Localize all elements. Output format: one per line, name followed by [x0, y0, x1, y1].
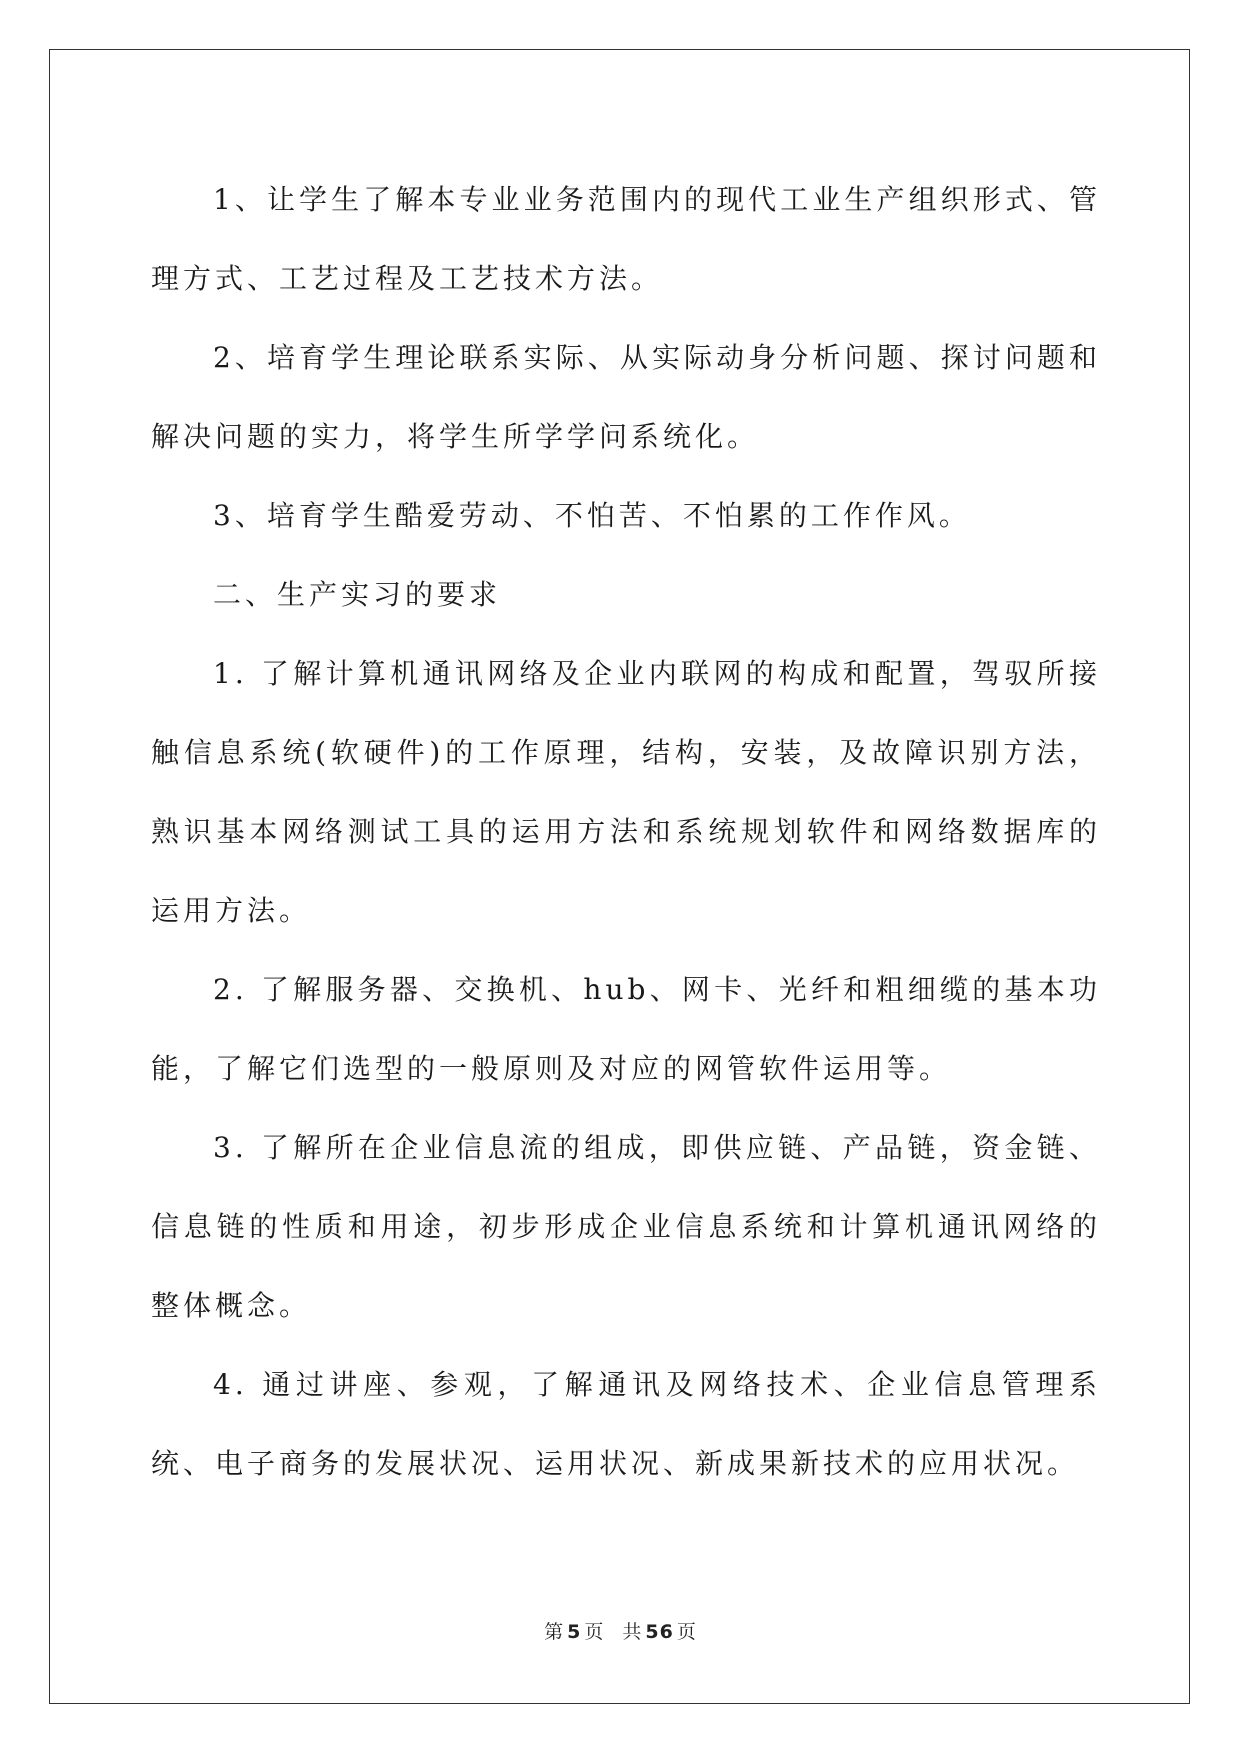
total-pages: 56	[645, 1621, 674, 1643]
total-suffix: 页	[676, 1621, 697, 1643]
page-number: 5	[567, 1621, 582, 1643]
page-footer	[0, 1617, 1241, 1644]
total-prefix: 共	[622, 1621, 643, 1643]
paragraph-requirement-4: 4. 通过讲座、参观，了解通讯及网络技术、企业信息管理系统、电子商务的发展状况、运用状况、新成果新技术的应用状况。	[151, 1368, 1101, 1480]
section-heading-requirements: 二、生产实习的要求	[213, 578, 502, 611]
paragraph-goal-1: 1、让学生了解本专业业务范围内的现代工业生产组织形式、管理方式、工艺过程及工艺技术方法。	[151, 183, 1101, 295]
paragraph-goal-3: 3、培育学生酷爱劳动、不怕苦、不怕累的工作作风。	[213, 499, 971, 532]
paragraph-requirement-2: 2. 了解服务器、交换机、hub、网卡、光纤和粗细缆的基本功能，了解它们选型的一般原则及对应的网管软件运用等。	[151, 973, 1101, 1085]
paragraph-requirement-3: 3. 了解所在企业信息流的组成，即供应链、产品链，资金链、信息链的性质和用途，初步形成企业信息系统和计算机通讯网络的整体概念。	[151, 1131, 1101, 1322]
paragraph-goal-2: 2、培育学生理论联系实际、从实际动身分析问题、探讨问题和解决问题的实力，将学生所学学问系统化。	[151, 341, 1101, 453]
document-body	[151, 160, 1101, 1503]
page-prefix: 第	[544, 1621, 565, 1643]
paragraph-requirement-1: 1. 了解计算机通讯网络及企业内联网的构成和配置，驾驭所接触信息系统(软硬件)的工作原理，结构，安装，及故障识别方法，熟识基本网络测试工具的运用方法和系统规划软件和网络数据库的运用方法。	[151, 657, 1101, 927]
page-suffix: 页	[584, 1621, 605, 1643]
